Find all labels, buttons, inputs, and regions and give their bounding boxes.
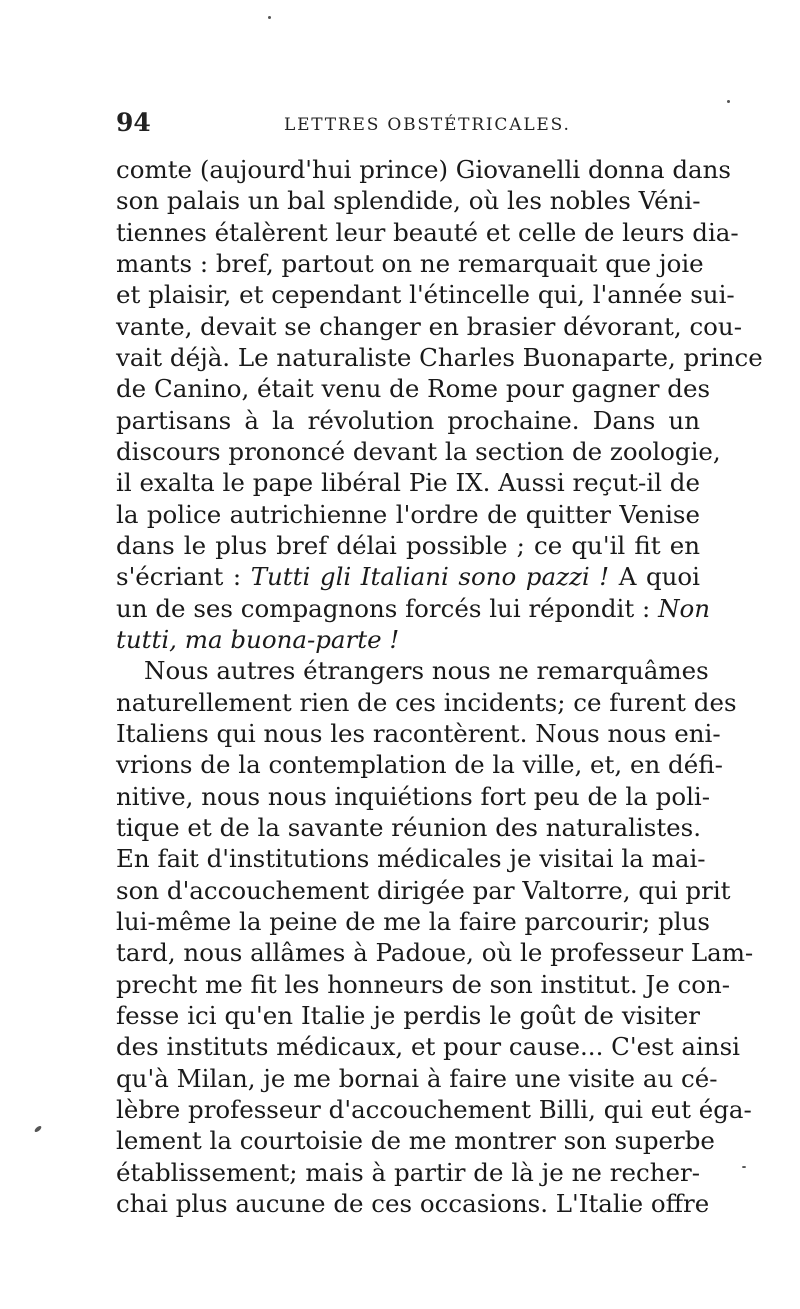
scan-speck <box>268 16 271 19</box>
text-segment: chai plus aucune de ces occasions. L'Italie offre <box>116 1188 710 1218</box>
text-segment: des instituts médicaux, et pour cause... C'est ainsi <box>116 1032 740 1062</box>
body-text <box>116 154 763 1219</box>
text-line <box>116 969 731 1000</box>
italic-text: tutti, ma buona-parte ! <box>116 624 400 654</box>
text-segment: il exalta le pape libéral Pie IX. Aussi reçut-il de <box>116 468 700 498</box>
text-segment: la police autrichienne l'ordre de quitter Venise <box>116 499 700 529</box>
text-segment: tique et de la savante réunion des naturalistes. <box>116 812 702 842</box>
running-head: LETTRES OBSTÉTRICALES. <box>284 115 571 135</box>
text-segment: precht me fit les honneurs de son institut. Je con- <box>116 969 731 999</box>
text-line <box>116 217 739 248</box>
text-segment: son palais un bal splendide, où les nobles Véni- <box>116 186 701 216</box>
text-line <box>116 1063 718 1094</box>
text-segment: En fait d'institutions médicales je visitai la mai- <box>116 844 706 874</box>
scan-speck <box>34 1125 43 1133</box>
text-segment: établissement; mais à partir de là je ne recher- <box>116 1157 700 1187</box>
italic-text: Tutti gli Italiani sono pazzi ! <box>250 562 610 592</box>
text-segment: fesse ici qu'en Italie je perdis le goût de visiter <box>116 1000 700 1030</box>
text-segment: tiennes étalèrent leur beauté et celle de leurs dia- <box>116 217 739 247</box>
text-line <box>116 1000 700 1031</box>
text-segment: naturellement rien de ces incidents; ce furent des <box>116 687 737 717</box>
text-line <box>116 248 704 279</box>
text-line <box>116 875 731 906</box>
text-segment: lui-même la peine de me la faire parcourir; plus <box>116 906 710 936</box>
text-segment: discours prononcé devant la section de zoologie, <box>116 436 721 466</box>
text-line <box>116 624 700 655</box>
text-segment: dans le plus bref délai possible ; ce qu'il fit en <box>116 530 700 560</box>
text-segment: Nous autres étrangers nous ne remarquâmes <box>144 656 709 686</box>
text-line <box>116 499 700 530</box>
text-line <box>116 1031 740 1062</box>
text-segment: son d'accouchement dirigée par Valtorre, qui prit <box>116 875 731 905</box>
text-line <box>116 937 754 968</box>
scan-speck <box>727 100 730 103</box>
text-line <box>116 593 711 624</box>
text-segment: de Canino, était venu de Rome pour gagner des <box>116 374 711 404</box>
text-line <box>116 279 735 310</box>
text-line <box>116 843 706 874</box>
text-line <box>116 436 721 467</box>
text-line <box>116 749 723 780</box>
text-line <box>116 1094 752 1125</box>
italic-text: Non <box>658 593 711 623</box>
text-line <box>116 311 742 342</box>
text-segment: mants : bref, partout on ne remarquait que joie <box>116 248 704 278</box>
text-line <box>116 530 700 561</box>
text-line <box>116 1188 710 1219</box>
text-line <box>116 781 711 812</box>
text-segment: qu'à Milan, je me bornai à faire une visite au cé- <box>116 1063 718 1093</box>
text-segment: tard, nous allâmes à Padoue, où le professeur Lam- <box>116 938 754 968</box>
text-line <box>116 561 700 592</box>
text-segment: Italiens qui nous les racontèrent. Nous nous eni- <box>116 718 721 748</box>
text-line <box>116 906 710 937</box>
text-line <box>116 154 732 185</box>
text-line <box>116 655 709 686</box>
text-line <box>116 718 721 749</box>
text-segment: vait déjà. Le naturaliste Charles Buonaparte, prince <box>116 342 763 372</box>
text-line <box>116 342 763 373</box>
page-header <box>116 105 700 141</box>
text-line <box>116 812 700 843</box>
text-line <box>116 1125 715 1156</box>
text-line <box>116 185 700 216</box>
text-segment: comte (aujourd'hui prince) Giovanelli donna dans <box>116 155 732 184</box>
text-line <box>116 373 711 404</box>
scan-speck <box>742 1166 746 1168</box>
text-segment: vante, devait se changer en brasier dévorant, cou- <box>116 311 742 341</box>
text-segment: A quoi <box>609 562 700 592</box>
text-segment: s'écriant : <box>116 562 251 592</box>
text-segment: lèbre professeur d'accouchement Billi, qui eut éga- <box>116 1094 752 1124</box>
text-segment: vrions de la contemplation de la ville, et, en défi- <box>116 750 723 780</box>
text-line <box>116 1157 700 1188</box>
text-segment: nitive, nous nous inquiétions fort peu de la poli- <box>116 781 711 811</box>
text-line <box>116 467 700 498</box>
text-line <box>116 405 700 436</box>
text-segment: lement la courtoisie de me montrer son superbe <box>116 1126 715 1156</box>
page-number: 94 <box>116 108 151 137</box>
text-segment: partisans à la révolution prochaine. Dans un <box>116 405 700 435</box>
text-segment: et plaisir, et cependant l'étincelle qui, l'année sui- <box>116 280 735 310</box>
text-segment: un de ses compagnons forcés lui répondit : <box>116 593 659 623</box>
text-line <box>116 687 737 718</box>
